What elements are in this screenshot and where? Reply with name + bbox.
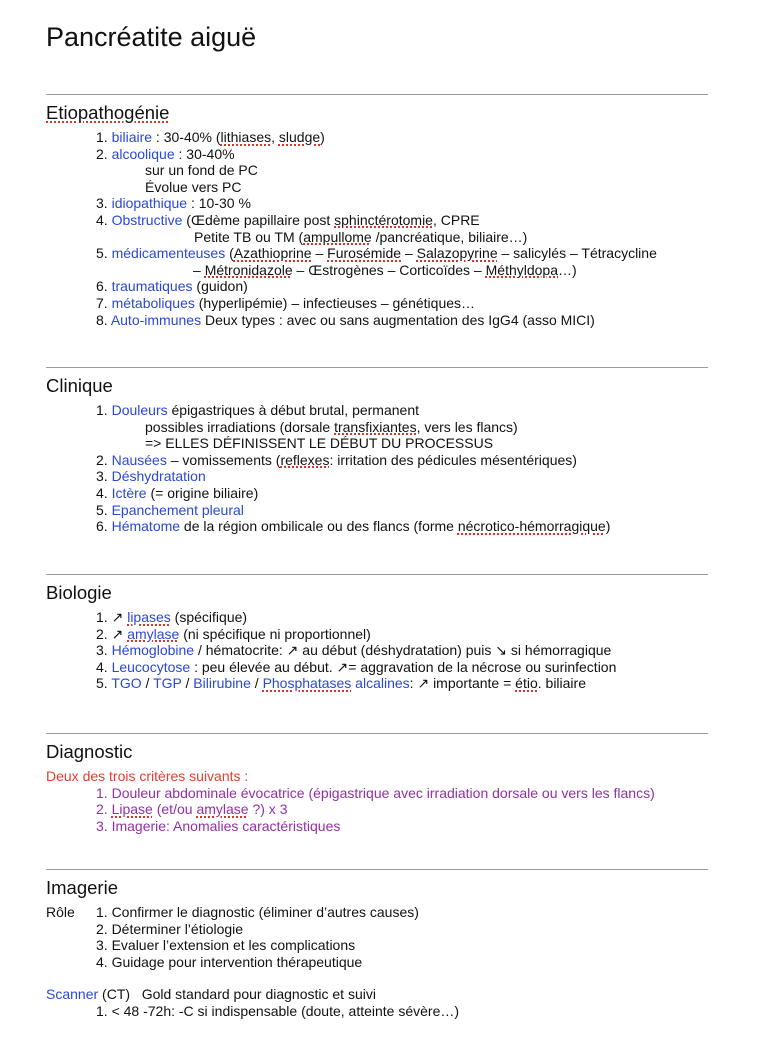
list-subitem: possibles irradiations (dorsale transfixiantes, vers les flancs) bbox=[145, 418, 518, 435]
list-item: 3. idiopathique : 10-30 % bbox=[96, 195, 251, 212]
section-clinique bbox=[46, 367, 708, 535]
term: médicamenteuses bbox=[111, 245, 226, 262]
term: Nausées bbox=[111, 451, 167, 468]
section-diagnostic bbox=[46, 733, 708, 834]
list-item: 1. Douleurs épigastriques à début brutal, permanent bbox=[96, 402, 419, 418]
term: lipases bbox=[127, 609, 171, 625]
section-imagerie bbox=[46, 869, 708, 1020]
page-title: Pancréatite aiguë bbox=[46, 22, 257, 52]
list-item: 1. ↗ lipases (spécifique) bbox=[96, 609, 248, 625]
list-item: 2. ↗ amylase (ni spécifique ni proportionnel) bbox=[96, 625, 371, 642]
list-item: 5. Epanchement pleural bbox=[96, 501, 244, 518]
list-subitem: – Métronidazole – Œstrogènes – Corticoïdes – Méthyldopa…) bbox=[193, 261, 577, 278]
criterion-item: 1. Douleur abdominale évocatrice (épigastrique avec irradiation dorsale ou vers les flancs) bbox=[96, 784, 655, 801]
list-item: 2. Nausées – vomissements (reflexes: irritation des pédicules mésentériques) bbox=[96, 451, 577, 468]
criterion-item: 2. Lipase (et/ou amylase ?) x 3 bbox=[96, 801, 288, 818]
role-item: 3. Evaluer l’extension et les complications bbox=[96, 937, 356, 954]
list-item: 3. Hémoglobine / hématocrite: ↗ au début (déshydratation) puis ↘ si hémorragique bbox=[96, 642, 612, 659]
list-subitem: Évolue vers PC bbox=[145, 178, 242, 195]
list-item: 4. Ictère (= origine biliaire) bbox=[96, 484, 259, 501]
list-item: 4. Obstructive (Œdème papillaire post sphinctérotomie, CPRE bbox=[96, 211, 480, 228]
arrow-up-icon: ↗ bbox=[111, 609, 124, 625]
term: Bilirubine bbox=[193, 675, 251, 692]
list-item: 5. TGO / TGP / Bilirubine / Phosphatases alcalines: ↗ importante = étio. biliaire bbox=[96, 675, 586, 692]
list-item: 4. Leucocytose : peu élevée au début. ↗= aggravation de la nécrose ou surinfection bbox=[96, 658, 617, 675]
term: Douleurs bbox=[111, 402, 168, 418]
term: Leucocytose bbox=[111, 658, 191, 675]
list-item: 8. Auto-immunes Deux types : avec ou sans augmentation des IgG4 (asso MICI) bbox=[96, 311, 595, 328]
term: Ictère bbox=[111, 484, 147, 501]
term: Obstructive bbox=[111, 211, 183, 228]
term: alcoolique bbox=[111, 145, 175, 162]
scanner-item: 1. < 48 -72h: -C si indispensable (doute, atteinte sévère…) bbox=[96, 1002, 460, 1019]
term: Auto-immunes bbox=[110, 311, 202, 328]
role-list bbox=[96, 904, 419, 970]
section-heading: Diagnostic bbox=[46, 741, 133, 762]
section-biologie bbox=[46, 574, 708, 692]
term: Scanner bbox=[46, 986, 99, 1003]
role-item: 4. Guidage pour intervention thérapeutique bbox=[96, 953, 363, 970]
clinical-list bbox=[46, 402, 708, 535]
term: Hémoglobine bbox=[111, 642, 195, 659]
scanner-line: Scanner (CT) Gold standard pour diagnostic et suivi bbox=[46, 986, 376, 1003]
role-item: 1. Confirmer le diagnostic (éliminer d’autres causes) bbox=[96, 904, 419, 920]
list-item: 3. Déshydratation bbox=[96, 468, 206, 485]
term: Phosphatases bbox=[262, 675, 352, 692]
criterion-item: 3. Imagerie: Anomalies caractéristiques bbox=[96, 817, 341, 834]
imaging-roles bbox=[46, 904, 708, 1020]
term: Epanchement pleural bbox=[111, 501, 244, 518]
term: Déshydratation bbox=[111, 468, 206, 485]
section-heading: Imagerie bbox=[46, 877, 118, 898]
term: TGP bbox=[153, 675, 182, 692]
term: idiopathique bbox=[111, 195, 188, 212]
term: traumatiques bbox=[111, 278, 193, 295]
list-item: 1. biliaire : 30-40% (lithiases, sludge) bbox=[96, 129, 325, 145]
section-divider bbox=[46, 574, 708, 575]
role-label: Rôle bbox=[46, 904, 75, 920]
term: Hématome bbox=[111, 518, 181, 535]
section-heading: Etiopathogénie bbox=[46, 102, 170, 123]
role-item: 2. Déterminer l’étiologie bbox=[96, 920, 244, 937]
etiology-list bbox=[46, 129, 708, 328]
section-etiopathogenie bbox=[46, 94, 708, 328]
term: TGO bbox=[111, 675, 142, 692]
list-item: 7. métaboliques (hyperlipémie) – infectieuses – génétiques… bbox=[96, 294, 476, 311]
criteria-intro: Deux des trois critères suivants : bbox=[46, 768, 249, 784]
section-heading: Clinique bbox=[46, 375, 113, 396]
section-divider bbox=[46, 367, 708, 368]
role-block bbox=[46, 904, 708, 970]
list-subitem: => ELLES DÉFINISSENT LE DÉBUT DU PROCESSUS bbox=[145, 435, 494, 452]
list-item: 2. alcoolique : 30-40% bbox=[96, 145, 235, 162]
term: amylase bbox=[127, 625, 180, 642]
arrow-up-icon: ↗ bbox=[111, 625, 124, 642]
list-subitem: Petite TB ou TM (ampullome /pancréatique, biliaire…) bbox=[194, 228, 528, 245]
diagnostic-criteria bbox=[46, 768, 708, 834]
list-item: 6. Hématome de la région ombilicale ou des flancs (forme nécrotico-hémorragique) bbox=[96, 518, 611, 535]
term: métaboliques bbox=[111, 294, 195, 311]
list-item: 5. médicamenteuses (Azathioprine – Furosémide – Salazopyrine – salicylés – Tétracycline bbox=[96, 245, 657, 262]
term: biliaire bbox=[111, 129, 153, 145]
biology-list bbox=[46, 609, 708, 692]
section-heading: Biologie bbox=[46, 582, 112, 603]
section-divider bbox=[46, 733, 708, 734]
list-item: 6. traumatiques (guidon) bbox=[96, 278, 248, 295]
section-divider bbox=[46, 869, 708, 870]
term: alcalines bbox=[351, 675, 410, 692]
list-subitem: sur un fond de PC bbox=[145, 162, 258, 179]
section-divider bbox=[46, 94, 708, 95]
